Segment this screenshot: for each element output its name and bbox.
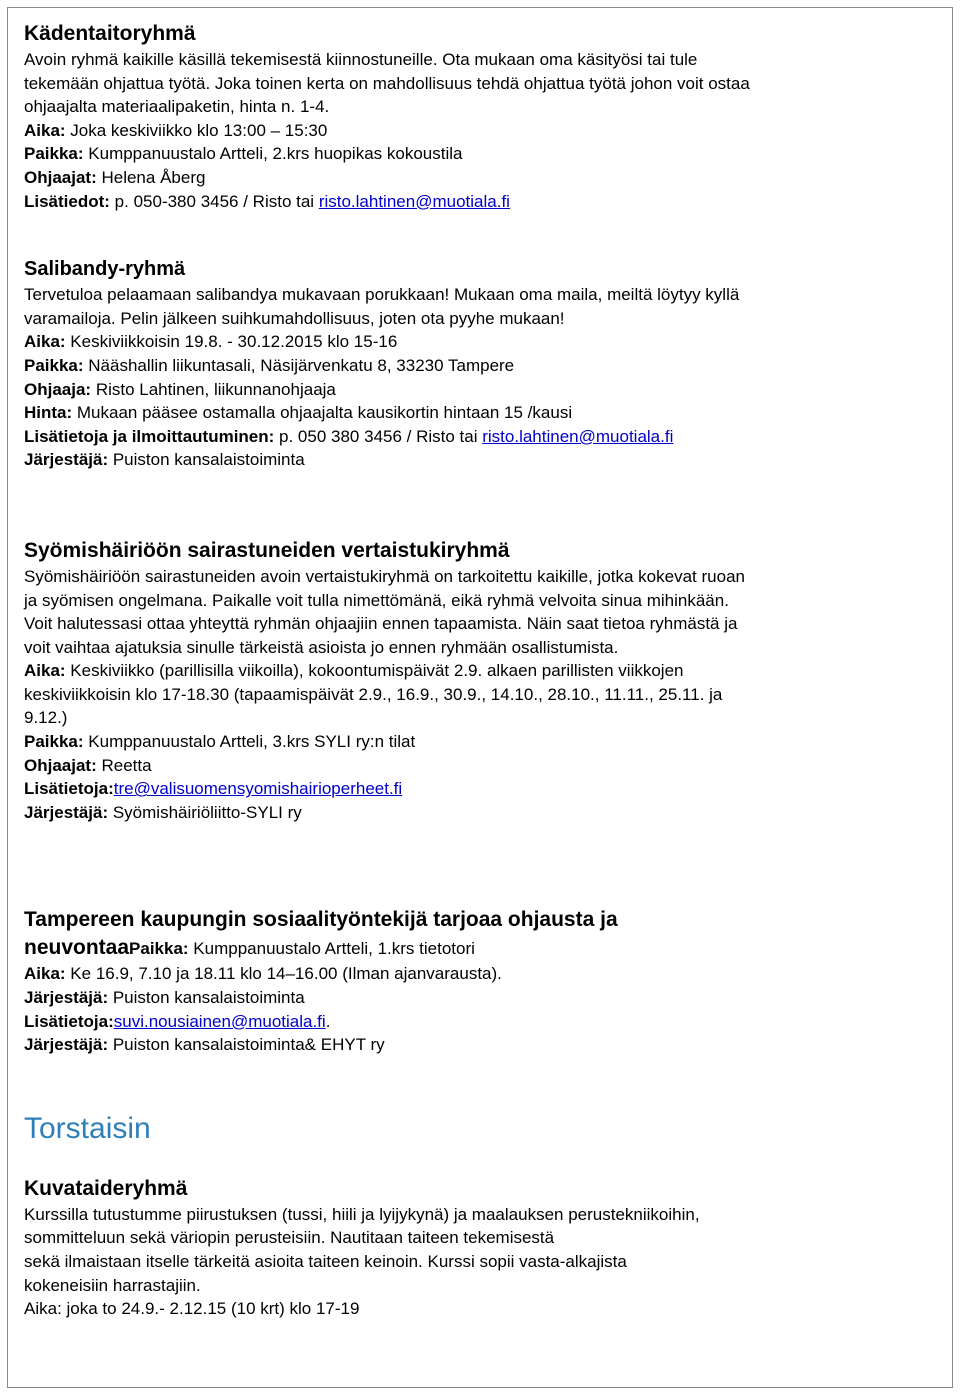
time-line-continued: keskiviikkoisin klo 17-18.30 (tapaamispäivät 2.9., 16.9., 30.9., 14.10., 28.10., 11.11., 25.11. ja — [24, 684, 723, 704]
time-value: Keskiviikko (parillisilla viikoilla), kokoontumispäivät 2.9. alkaen parillisten viikkojen — [65, 661, 684, 681]
email-link[interactable]: risto.lahtinen@muotiala.fi — [482, 426, 674, 446]
place-value: Kumppanuustalo Artteli, 2.krs huopikas kokoustila — [83, 144, 463, 164]
description-line: sommitteluun sekä väriopin perusteisiin. Nautitaan taiteen tekemisestä — [24, 1228, 555, 1248]
description-line: Voit halutessasi ottaa yhteyttä ryhmän ohjaajiin ennen tapaamista. Näin saat tietoa ryhmästä ja — [24, 614, 738, 634]
organizer-label: Järjestäjä: — [24, 450, 109, 470]
info-label: Lisätietoja: — [24, 779, 114, 799]
instructors-value: Reetta — [96, 755, 152, 775]
time-label: Aika: — [24, 120, 66, 140]
section-salibandy — [24, 255, 939, 472]
description-line: tekemään ohjattua työtä. Joka toinen kerta on mahdollisuus tehdä ohjattua työtä johon voit ostaa — [24, 73, 750, 93]
time-line — [24, 659, 939, 683]
description-line: varamailoja. Pelin jälkeen suihkumahdollisuus, joten ota pyyhe mukaan! — [24, 308, 565, 328]
description-line: sekä ilmaistaan itselle tärkeitä asioita taiteen keinoin. Kurssi sopii vasta-alkajista — [24, 1252, 627, 1271]
time-label: Aika: — [24, 964, 66, 984]
time-line — [24, 962, 939, 986]
section-syomishairio — [24, 537, 939, 825]
instructor-value: Risto Lahtinen, liikunnanohjaaja — [91, 379, 336, 399]
description-line: Kurssilla tutustumme piirustuksen (tussi, hiili ja lyijykynä) ja maalauksen perustekniikoihin, — [24, 1204, 700, 1224]
section-title: Kuvataideryhmä — [24, 1176, 188, 1200]
instructors-value: Helena Åberg — [96, 167, 206, 187]
section-title: Salibandy-ryhmä — [24, 258, 186, 281]
info-label: Lisätietoja: — [24, 1011, 114, 1031]
time-label: Aika: — [24, 332, 66, 352]
section-sosiaalityo — [24, 906, 939, 1056]
organizer-line — [24, 986, 939, 1010]
organizer-value: Puiston kansalaistoiminta — [108, 450, 305, 470]
title-place-line — [24, 934, 939, 962]
info-label: Lisätiedot: — [24, 191, 110, 211]
organizer-value: Syömishäiriöliitto-SYLI ry — [108, 802, 302, 822]
place-line — [24, 142, 939, 166]
description-line: Syömishäiriöön sairastuneiden avoin vertaistukiryhmä on tarkoitettu kaikille, jotka kokevat ruoan — [24, 566, 745, 586]
description-line: ja syömisen ongelmana. Paikalle voit tulla nimettömänä, eikä ryhmä velvoita sinua mihinkään. — [24, 590, 729, 610]
info-line — [24, 190, 939, 214]
instructors-line — [24, 754, 939, 778]
description-line: Avoin ryhmä kaikille käsillä tekemisestä kiinnostuneille. Ota mukaan oma käsityösi tai tule — [24, 50, 698, 69]
place-label: Paikka: — [129, 939, 189, 959]
instructors-line — [24, 166, 939, 190]
info-label: Lisätietoja ja ilmoittautuminen: — [24, 426, 275, 446]
section-kuvataideryhma — [24, 1175, 939, 1321]
info-trailing: . — [325, 1011, 331, 1031]
place-value: Nääshallin liikuntasali, Näsijärvenkatu 8, 33230 Tampere — [83, 355, 515, 375]
info-text: p. 050-380 3456 / Risto tai — [109, 191, 319, 211]
document-content — [24, 20, 939, 1321]
instructor-label: Ohjaaja: — [24, 379, 92, 399]
organizer-label: Järjestäjä: — [24, 1035, 109, 1055]
organizer-label: Järjestäjä: — [24, 988, 109, 1008]
place-line — [24, 354, 939, 378]
place-line — [24, 730, 939, 754]
time-line-continued: 9.12.) — [24, 708, 68, 728]
time-value: Joka keskiviikko klo 13:00 – 15:30 — [65, 120, 328, 140]
email-link[interactable]: suvi.nousiainen@muotiala.fi — [113, 1011, 326, 1031]
info-line — [24, 777, 939, 801]
info-line — [24, 1010, 939, 1034]
info-line — [24, 425, 939, 449]
description-line: kokeneisiin harrastajiin. — [24, 1275, 201, 1295]
email-link[interactable]: tre@valisuomensyomishairioperheet.fi — [113, 779, 403, 799]
time-line — [24, 330, 939, 354]
price-line — [24, 401, 939, 425]
place-label: Paikka: — [24, 732, 84, 752]
instructors-label: Ohjaajat: — [24, 167, 97, 187]
instructor-line — [24, 378, 939, 402]
place-label: Paikka: — [24, 144, 84, 164]
day-heading: Torstaisin — [24, 1111, 151, 1145]
time-line — [24, 119, 939, 143]
instructors-label: Ohjaajat: — [24, 755, 97, 775]
section-title: Syömishäiriöön sairastuneiden vertaistukiryhmä — [24, 538, 510, 562]
section-title: Kädentaitoryhmä — [24, 22, 196, 45]
time-value: Keskiviikkoisin 19.8. - 30.12.2015 klo 15-16 — [65, 332, 398, 352]
time-label: Aika: — [24, 661, 66, 681]
section-title: Tampereen kaupungin sosiaalityöntekijä tarjoaa ohjausta ja — [24, 908, 618, 932]
description-line: ohjaajalta materiaalipaketin, hinta n. 1-4. — [24, 97, 330, 117]
info-text: p. 050 380 3456 / Risto tai — [274, 426, 483, 446]
organizer-value: Puiston kansalaistoiminta — [108, 988, 305, 1008]
organizer-label: Järjestäjä: — [24, 802, 109, 822]
time-value: Ke 16.9, 7.10 ja 18.11 klo 14–16.00 (Ilman ajanvarausta). — [65, 964, 502, 984]
organizer-line — [24, 448, 939, 472]
organizer-line — [24, 801, 939, 825]
section-title-continued: neuvontaa — [24, 936, 130, 960]
place-label: Paikka: — [24, 355, 84, 375]
place-value: Kumppanuustalo Artteli, 1.krs tietotori — [188, 939, 475, 959]
description-line: voit vaihtaa ajatuksia sinulle tärkeistä asioista jo ennen ryhmään osallistumista. — [24, 637, 619, 657]
description-line: Tervetuloa pelaamaan salibandya mukavaan porukkaan! Mukaan oma maila, meiltä löytyy kyllä — [24, 285, 740, 305]
organizer-value: Puiston kansalaistoiminta& EHYT ry — [108, 1035, 385, 1055]
place-value: Kumppanuustalo Artteli, 3.krs SYLI ry:n tilat — [83, 732, 416, 752]
price-label: Hinta: — [24, 403, 73, 423]
section-kadentaitoryhma — [24, 20, 939, 213]
email-link[interactable]: risto.lahtinen@muotiala.fi — [318, 191, 510, 211]
price-value: Mukaan pääsee ostamalla ohjaajalta kausikortin hintaan 15 /kausi — [72, 403, 573, 423]
organizer-line — [24, 1033, 939, 1057]
time-line: Aika: joka to 24.9.- 2.12.15 (10 krt) klo 17-19 — [24, 1299, 360, 1319]
